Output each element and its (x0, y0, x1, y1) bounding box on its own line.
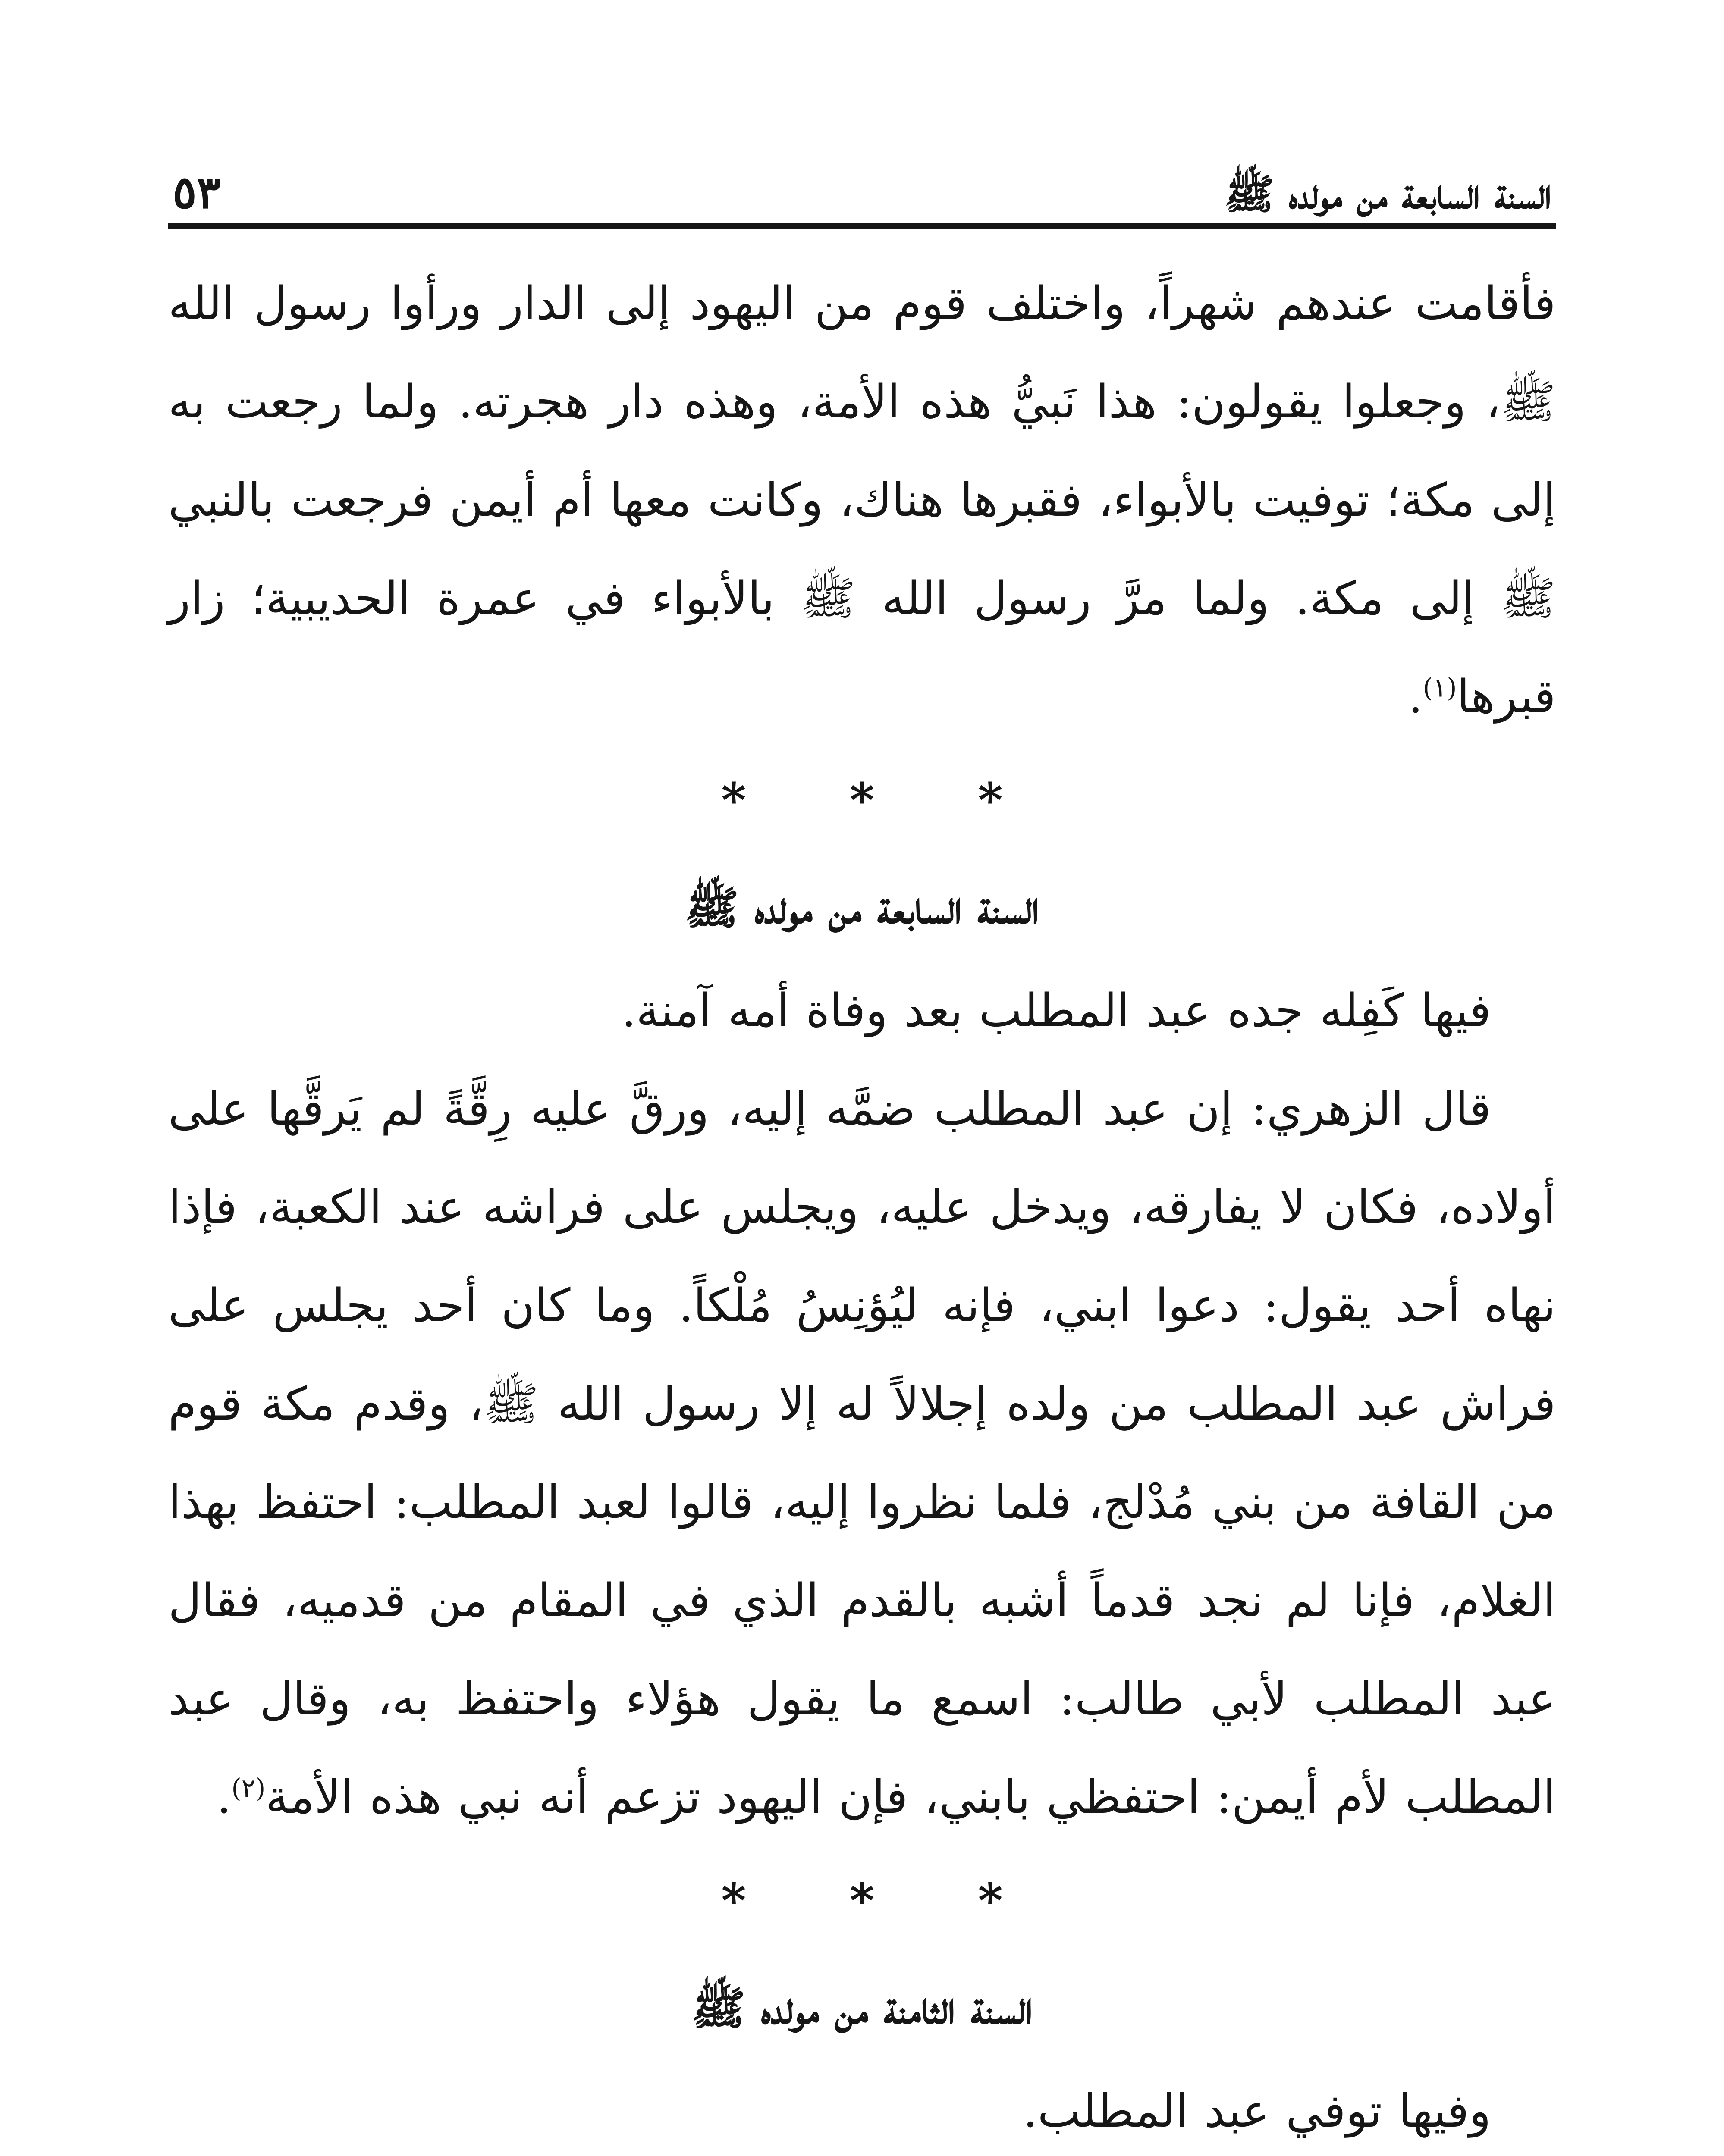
paragraph-3-text: قال الزهري: إن عبد المطلب ضمَّه إليه، ورقَّ عليه رِقَّةً لم يَرقَّها على أولاده، فكان لا يفارقه، ويدخل عليه، ويجلس على فراشه عند الكعبة، فإذا نهاه أحد يقول: دعوا ابني، فإنه ليُؤنِسُ مُلْكاً. وما كان أحد يجلس على فراش عبد المطلب من ولده إجلالاً له إلا رسول الله ﷺ، وقدم مكة قوم من القافة من بني مُدْلج، فلما نظروا إليه، قالوا لعبد المطلب: احتفظ بهذا الغلام، فإنا لم نجد قدماً أشبه بالقدم الذي في المقام من قدميه، فقال عبد المطلب لأبي طالب: اسمع ما يقول هؤلاء واحتفظ به، وقال عبد المطلب لأم أيمن: احتفظي بابني، فإن اليهود تزعم أنه نبي هذه الأمة (168, 1082, 1556, 1824)
section-heading-eighth-year: السنة الثامنة من مولده ﷺ (691, 1981, 1033, 2034)
paragraph-3-end: . (217, 1771, 232, 1824)
paragraph-2: فيها كَفِله جده عبد المطلب بعد وفاة أمه آمنة. (622, 984, 1491, 1037)
divider-star: * (978, 772, 1003, 828)
footnote-ref-2: (٢) (231, 1773, 266, 1804)
section-divider-1 (168, 746, 1556, 854)
paragraph-1-text: فأقامت عندهم شهراً، واختلف قوم من اليهود إلى الدار ورأوا رسول الله ﷺ، وجعلوا يقولون: هذا نَبيُّ هذه الأمة، وهذه دار هجرته. ولما رجعت به إلى مكة؛ توفيت بالأبواء، فقبرها هناك، وكانت معها أم أيمن فرجعت بالنبي ﷺ إلى مكة. ولما مرَّ رسول الله ﷺ بالأبواء في عمرة الحديبية؛ زار قبرها (168, 277, 1556, 723)
running-header (168, 155, 1556, 229)
divider-star: * (978, 1872, 1003, 1928)
divider-star: * (721, 1872, 746, 1928)
page-number: ٥٣ (173, 166, 221, 219)
paragraph-4: وفيها توفي عبد المطلب. (1023, 2084, 1491, 2137)
section-divider-2 (168, 1846, 1556, 1954)
running-title: السنة السابعة من مولده ﷺ (1224, 169, 1551, 218)
paragraph-1-end: . (1408, 670, 1423, 723)
paragraph-3 (168, 1060, 1556, 1846)
paragraph-1 (168, 254, 1556, 746)
section-heading-seventh-year: السنة السابعة من مولده ﷺ (685, 881, 1039, 934)
divider-star: * (849, 1872, 875, 1928)
footnote-ref-1: (١) (1423, 673, 1457, 703)
page-body (168, 254, 1556, 2156)
divider-star: * (849, 772, 875, 828)
divider-star: * (721, 772, 746, 828)
